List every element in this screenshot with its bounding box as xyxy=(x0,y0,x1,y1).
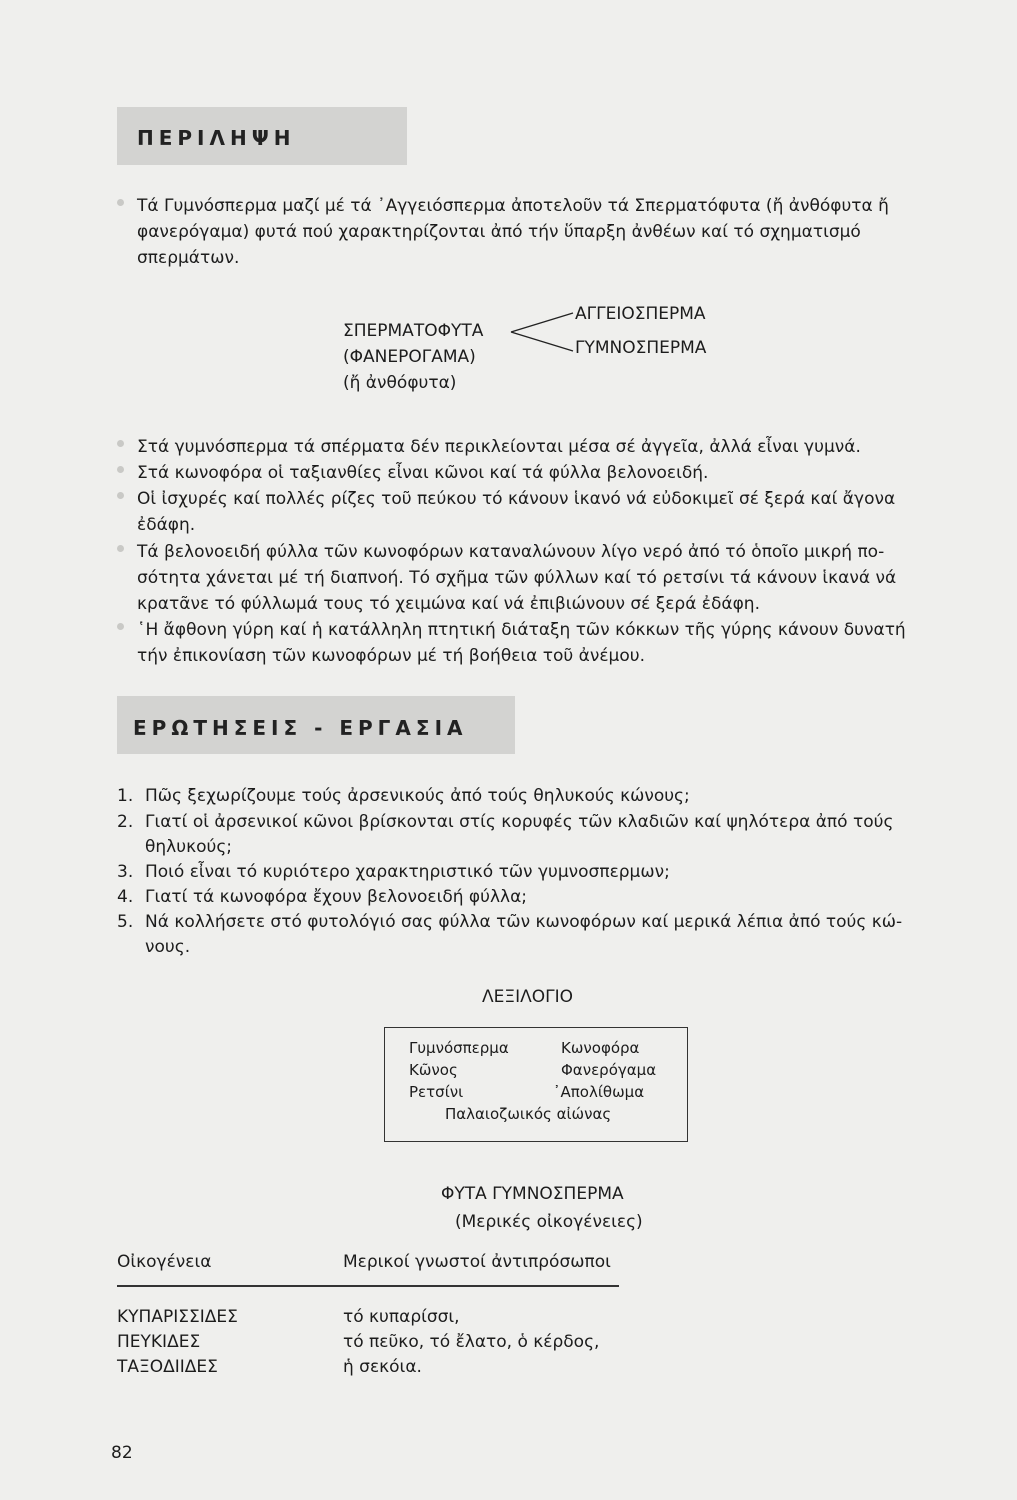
summary-point: τήν ἐπικονίαση τῶν κωνοφόρων μέ τή βοήθεια τοῦ ἀνέμου. xyxy=(137,646,645,666)
question-text: Γιατί τά κωνοφόρα ἔχουν βελονοειδή φύλλα; xyxy=(145,887,528,907)
question-number: 4. xyxy=(117,887,134,907)
diagram-root-sub: (ἤ ἀνθόφυτα) xyxy=(343,373,457,393)
glossary-term: Κῶνος xyxy=(409,1061,458,1079)
glossary-term: Ρετσίνι xyxy=(409,1083,464,1101)
question-text: Πῶς ξεχωρίζουμε τούς ἀρσενικούς ἀπό τούς θηλυκούς κώνους; xyxy=(145,786,690,806)
glossary-title: ΛΕΞΙΛΟΓΙΟ xyxy=(482,987,574,1007)
glossary-term: Παλαιοζωικός αἰώνας xyxy=(445,1105,612,1123)
table-header-rule xyxy=(117,1285,619,1287)
question-number: 5. xyxy=(117,912,134,932)
question-number: 1. xyxy=(117,786,134,806)
table-example: ἡ σεκόια. xyxy=(343,1357,422,1377)
questions-heading: ΕΡΩΤΗΣΕΙΣ - ΕΡΓΑΣΙΑ xyxy=(133,716,468,740)
summary-point: Οἱ ἰσχυρές καί πολλές ρίζες τοῦ πεύκου τό κάνουν ἱκανό νά εὐδοκιμεῖ σέ ξερά καί ἄγονα xyxy=(137,489,896,509)
table-subtitle: (Μερικές οἰκογένειες) xyxy=(455,1212,643,1232)
page-number: 82 xyxy=(111,1443,133,1463)
question-text: Γιατί οἱ ἀρσενικοί κῶνοι βρίσκονται στίς κορυφές τῶν κλαδιῶν καί ψηλότερα ἀπό τούς xyxy=(145,812,894,832)
summary-point: Στά κωνοφόρα οἱ ταξιανθίες εἶναι κῶνοι καί τά φύλλα βελονοειδή. xyxy=(137,463,709,483)
summary-point: κρατᾶνε τό φύλλωμά τους τό χειμώνα καί νά ἐπιβιώνουν σέ ξερά ἐδάφη. xyxy=(137,594,760,614)
summary-point: Στά γυμνόσπερμα τά σπέρματα δέν περικλείονται μέσα σέ ἀγγεῖα, ἀλλά εἶναι γυμνά. xyxy=(137,437,861,457)
glossary-box xyxy=(384,1027,688,1142)
intro-line: σπερμάτων. xyxy=(137,248,240,268)
question-text: Νά κολλήσετε στό φυτολόγιό σας φύλλα τῶν κωνοφόρων καί μερικά λέπια ἀπό τούς κώ- xyxy=(145,912,903,932)
table-example: τό κυπαρίσσι, xyxy=(343,1307,460,1327)
glossary-term: Γυμνόσπερμα xyxy=(409,1039,509,1057)
question-text: νους. xyxy=(145,937,191,957)
summary-point: ῾Η ἄφθονη γύρη καί ἡ κατάλληλη πτητική διάταξη τῶν κόκκων τῆς γύρης κάνουν δυνατή xyxy=(137,620,906,640)
table-example: τό πεῦκο, τό ἔλατο, ὁ κέρδος, xyxy=(343,1332,600,1352)
table-title: ΦΥΤΑ ΓΥΜΝΟΣΠΕΡΜΑ xyxy=(441,1184,624,1204)
question-number: 3. xyxy=(117,862,134,882)
table-header-family: Οἰκογένεια xyxy=(117,1252,212,1272)
diagram-branch: ΓΥΜΝΟΣΠΕΡΜΑ xyxy=(575,338,707,358)
glossary-term: ᾿Απολίθωμα xyxy=(553,1083,645,1101)
summary-heading: ΠΕΡΙΛΗΨΗ xyxy=(137,126,296,150)
diagram-branch-lines xyxy=(508,305,578,355)
bullet-icon xyxy=(117,492,124,499)
intro-line: Τά Γυμνόσπερμα μαζί μέ τά ᾿Αγγειόσπερμα ἀποτελοῦν τά Σπερματόφυτα (ἤ ἀνθόφυτα ἤ xyxy=(137,196,889,216)
bullet-icon xyxy=(117,199,124,206)
summary-point: σότητα χάνεται μέ τή διαπνοή. Τό σχῆμα τῶν φύλλων καί τό ρετσίνι τά κάνουν ἱκανά νά xyxy=(137,568,897,588)
diagram-root-sub: (ΦΑΝΕΡΟΓΑΜΑ) xyxy=(343,347,476,367)
diagram-branch: ΑΓΓΕΙΟΣΠΕΡΜΑ xyxy=(575,304,706,324)
question-text: θηλυκούς; xyxy=(145,837,233,857)
table-family: ΤΑΞΟΔΙΙΔΕΣ xyxy=(117,1357,218,1377)
intro-line: φανερόγαμα) φυτά πού χαρακτηρίζονται ἀπό τήν ὕπαρξη ἀνθέων καί τό σχηματισμό xyxy=(137,222,861,242)
table-family: ΚΥΠΑΡΙΣΣΙΔΕΣ xyxy=(117,1307,238,1327)
bullet-icon xyxy=(117,623,124,630)
table-family: ΠΕΥΚΙΔΕΣ xyxy=(117,1332,201,1352)
question-text: Ποιό εἶναι τό κυριότερο χαρακτηριστικό τῶν γυμνοσπερμων; xyxy=(145,862,670,882)
diagram-root: ΣΠΕΡΜΑΤΟΦΥΤΑ xyxy=(343,321,484,341)
bullet-icon xyxy=(117,466,124,473)
glossary-term: Φανερόγαμα xyxy=(561,1061,657,1079)
bullet-icon xyxy=(117,440,124,447)
glossary-term: Κωνοφόρα xyxy=(561,1039,640,1057)
bullet-icon xyxy=(117,545,124,552)
summary-point: ἐδάφη. xyxy=(137,515,196,535)
table-header-examples: Μερικοί γνωστοί ἀντιπρόσωποι xyxy=(343,1252,611,1272)
question-number: 2. xyxy=(117,812,134,832)
summary-point: Τά βελονοειδή φύλλα τῶν κωνοφόρων καταναλώνουν λίγο νερό ἀπό τό ὁποῖο μικρή πο- xyxy=(137,542,885,562)
